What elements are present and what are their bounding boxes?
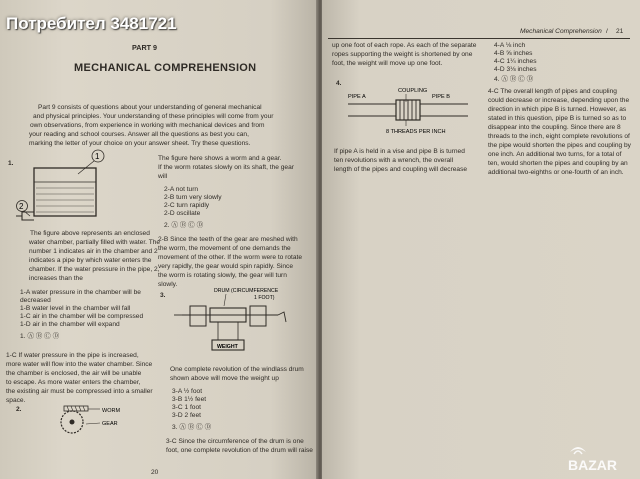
q1-answer-bubbles[interactable]: 1. Ⓐ Ⓑ Ⓒ Ⓓ (20, 333, 60, 340)
q3-number: 3. (160, 292, 166, 299)
right-page-number: 21 (616, 28, 624, 35)
q4-answer-bubbles[interactable]: 4. Ⓐ Ⓑ Ⓒ Ⓓ (494, 76, 534, 83)
part-heading: PART 9 (132, 43, 158, 52)
svg-text:PIPE A: PIPE A (348, 94, 366, 100)
svg-text:GEAR: GEAR (102, 421, 118, 427)
svg-text:COUPLING: COUPLING (398, 88, 428, 94)
q4-number: 4. (336, 80, 342, 87)
left-page-number: 20 (151, 469, 159, 476)
svg-text:2: 2 (19, 202, 24, 211)
water-chamber-figure (12, 146, 134, 228)
svg-text:PIPE B: PIPE B (432, 94, 451, 100)
page-title: MECHANICAL COMPREHENSION (74, 62, 257, 74)
header-divider: / (606, 28, 608, 35)
running-header: Mechanical Comprehension (520, 28, 602, 35)
pipe-coupling-figure (344, 84, 480, 138)
watermark: Потребител 3481721 (6, 14, 177, 33)
left-page: PART 9 MECHANICAL COMPREHENSION Part 9 consists of questions about your understanding of general mechanical and physical principles. Your understanding of these principles will come from your own observations, from experience in working with mechanical devices and from your reading and school courses. Answer all the questions as best you can, marking the letter of your choice on your answer sheet. Try these questions. 1. 1 2 The figure above represents an enclosed water chamber, partially filled with water. The number 1 indicates air in the chamber and 2 indicates a pipe by which water enters the chamber. If the water pressure in the pipe, 2, increases than the 1-A water pressure in the chamber will be decreased 1-B water level in the chamber will fall 1-C air in the chamber will be compressed 1-D air in the chamber will expand 1. Ⓐ Ⓑ Ⓒ Ⓓ 1-C If water pressure in the pipe is increased, more water will flow into the water chamber. Since the chamber is enclosed, the air will be unable to escape. As more water enters the chamber, the existing air must be compressed into a smaller space. 2. WORM GEAR The figure here shows a worm and a gear. If the worm rotates slowly on its shaft, the gear will 2-A not turn 2-B turn very slowly 2-C turn rapidly 2-D oscillate 2. Ⓐ Ⓑ Ⓒ Ⓓ 2-B Since the teeth of the gear are meshed with the worm, the movement of one demands the movement of the other. If the worm were to rotate very rapidly, the gear would spin rapidly. Since the worm is rotating slowly, the gear will turn slowly. 3. DRUM (CIRCUMFERENCE 1 FOOT) WEIGHT One complete revolution of the windlass drum shown above will move the weight up 3-A ½ foot 3-B 1½ feet 3-C 1 foot 3-D 2 feet 3. Ⓐ Ⓑ Ⓒ Ⓓ 3-C Since the circumference of the drum is one foot, one complete revolution of the drum will raise 20 (0, 0, 318, 479)
svg-text:1: 1 (95, 152, 100, 161)
q2-number: 2. (16, 406, 22, 413)
svg-text:DRUM (CIRCUMFERENCE: DRUM (CIRCUMFERENCE (214, 288, 279, 294)
q1-number: 1. (8, 160, 14, 167)
right-page: Mechanical Comprehension / 21 up one foot of each rope. As each of the separate ropes supporting the weight is shortened by one foot, the weight will move up one foot. 4. COUPLING PIPE A PIPE B 8 THREADS PER INCH If pipe A is held in a vise and pipe B is turned ten revolutions with a wrench, the overall length of the pipes and coupling will decrease 4-A ⅛ inch 4-B ⅝ inches 4-C 1¼ inches 4-D 3⅛ inches 4. Ⓐ Ⓑ Ⓒ Ⓓ 4-C The overall length of pipes and coupling could decrease or increase, depending upon the direction in which pipe B is turned. However, as stated in this question, pipe B is turned so as to disappear into the coupling. Since there are 8 threads to the inch, eight complete revolutions of the pipe would shorten the pipes and coupling by one inch. An additional two turns, for a total of ten, would shorten the pipes and coupling by an additional two-eighths or one-fourth of an inch. (322, 0, 640, 479)
windlass-figure (170, 284, 308, 356)
svg-text:WORM: WORM (102, 408, 121, 414)
q2-answer-bubbles[interactable]: 2. Ⓐ Ⓑ Ⓒ Ⓓ (164, 222, 204, 229)
worm-gear-figure (56, 402, 126, 436)
svg-text:WEIGHT: WEIGHT (217, 344, 238, 350)
bazar-logo-icon (564, 438, 638, 476)
svg-text:BAZAR: BAZAR (568, 457, 617, 473)
header-rule (328, 38, 630, 39)
svg-text:8 THREADS PER INCH: 8 THREADS PER INCH (386, 129, 446, 135)
q3-answer-bubbles[interactable]: 3. Ⓐ Ⓑ Ⓒ Ⓓ (172, 424, 212, 431)
svg-text:1 FOOT): 1 FOOT) (254, 295, 275, 301)
